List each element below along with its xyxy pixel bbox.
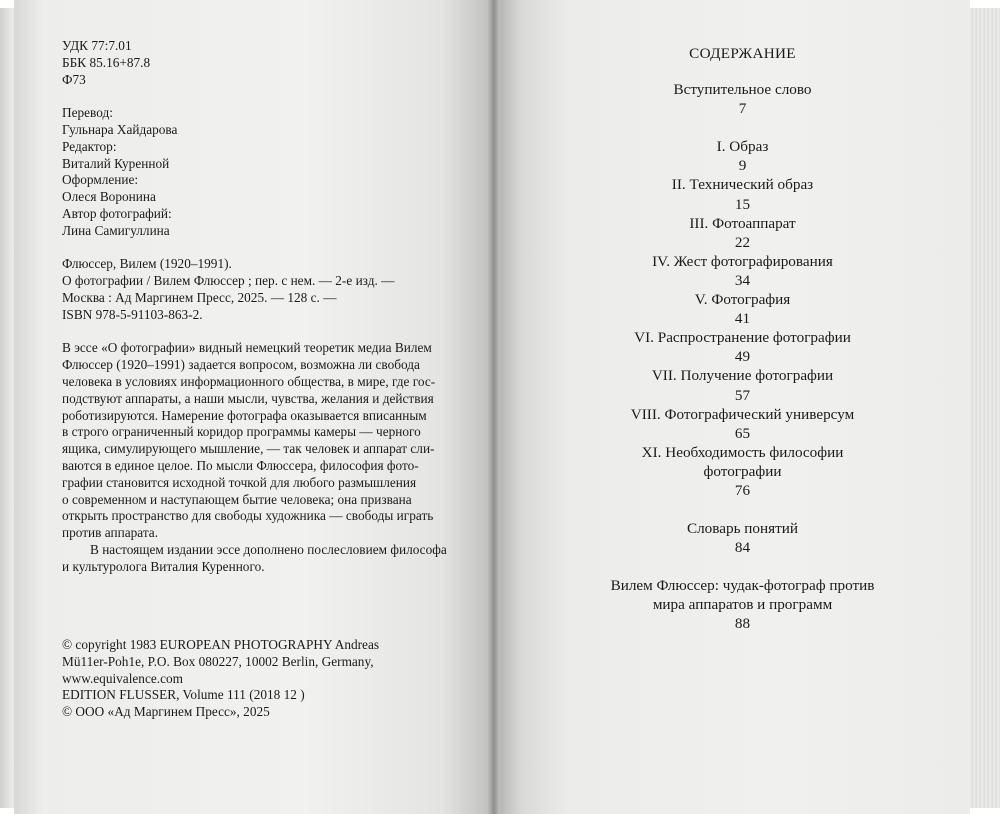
- bib-line: Флюссер, Вилем (1920–1991).: [62, 256, 232, 272]
- udc-code: УДК 77:7.01: [62, 38, 132, 53]
- annotation-line: ваются в единое целое. По мысли Флюссера, философия фото-: [62, 457, 419, 473]
- copyright-line: www.equivalence.com: [62, 670, 183, 686]
- toc-page-number: 88: [734, 615, 751, 633]
- credit-line: Виталий Куренной: [62, 155, 170, 171]
- toc-entry: [570, 214, 915, 252]
- toc-entry: [570, 137, 915, 175]
- toc-title: II. Технический образ: [671, 176, 814, 194]
- toc-title: VII. Получение фотографии: [651, 367, 834, 385]
- bib-line: Москва : Ад Маргинем Пресс, 2025. — 128 с. —: [62, 289, 337, 305]
- credit-line: Перевод:: [62, 105, 113, 121]
- copyright-line: © ООО «Ад Маргинем Пресс», 2025: [62, 704, 270, 720]
- annotation-line: о современном и наступающем бытие человека; она призвана: [62, 491, 412, 507]
- toc-page-number: 9: [738, 157, 747, 175]
- bbk-code: ББК 85.16+87.8: [62, 54, 151, 70]
- toc-title: VIII. Фотографический универсум: [630, 405, 855, 423]
- annotation-line: Флюссер (1920–1991) задается вопросом, возможна ли свобода: [62, 357, 420, 373]
- toc-entry: [570, 576, 915, 633]
- annotation-line: В настоящем издании эссе дополнено послесловием философа: [90, 541, 447, 557]
- annotation-line: открыть пространство для свободы художника — свободы играть: [62, 508, 434, 524]
- toc-page-number: 22: [734, 233, 751, 251]
- toc-page-number: 65: [734, 424, 751, 442]
- credit-line: Гульнара Хайдарова: [62, 121, 178, 137]
- toc-entry: [570, 80, 915, 118]
- annotation-line: ящика, симулирующего мышление, — так человек и аппарат сли-: [62, 441, 435, 457]
- credits: [62, 105, 462, 239]
- toc-entry: [570, 252, 915, 290]
- isbn: ISBN 978-5-91103-863-2.: [62, 306, 203, 322]
- credit-line: Лина Самигуллина: [62, 222, 170, 238]
- bibliographic-record: [62, 256, 462, 323]
- credit-line: Автор фотографий:: [62, 205, 172, 221]
- toc-page-number: 7: [738, 100, 747, 118]
- annotation-line: роботизируются. Намерение фотографа оказывается вписанным: [62, 407, 427, 423]
- toc-title: III. Фотоаппарат: [689, 214, 796, 232]
- toc-entry: [570, 519, 915, 557]
- left-page: [14, 0, 500, 814]
- toc-title: Вступительное слово: [673, 81, 812, 99]
- annotation-line: против аппарата.: [62, 525, 159, 541]
- toc-entry: [570, 328, 915, 366]
- toc-page-number: 15: [734, 195, 751, 213]
- book-gutter: [488, 0, 500, 814]
- toc-entry: [570, 290, 915, 328]
- author-sign: Ф73: [62, 71, 86, 87]
- toc-title-continued: фотографии: [703, 462, 782, 480]
- toc-title: I. Образ: [716, 138, 769, 156]
- toc-entry: [570, 175, 915, 213]
- toc-page-number: 41: [734, 310, 751, 328]
- toc-title: VI. Распространение фотографии: [634, 329, 851, 347]
- credit-line: Оформление:: [62, 172, 139, 188]
- table-of-contents: [570, 44, 915, 634]
- toc-title: Словарь понятий: [686, 520, 799, 538]
- copyright-line: © copyright 1983 EUROPEAN PHOTOGRAPHY Andreas: [62, 637, 380, 652]
- bib-line: О фотографии / Вилем Флюссер ; пер. с нем. — 2-е изд. —: [62, 273, 395, 289]
- credit-line: Редактор:: [62, 138, 117, 154]
- toc-title: XI. Необходимость философии: [641, 443, 844, 461]
- imprint-block: [62, 38, 462, 576]
- toc-heading: СОДЕРЖАНИЕ: [689, 45, 796, 62]
- toc-title: Вилем Флюссер: чудак-фотограф против: [610, 577, 875, 595]
- copyright-block: [62, 637, 462, 721]
- annotation-line: человека в условиях информационного общества, в мире, где гос-: [62, 373, 436, 389]
- toc-page-number: 34: [734, 271, 751, 289]
- toc-entry: [570, 366, 915, 404]
- toc-page-number: 76: [734, 481, 751, 499]
- toc-title-continued: мира аппаратов и программ: [652, 596, 833, 614]
- annotation-line: и культуролога Виталия Куренного.: [62, 558, 265, 574]
- toc-entry: [570, 443, 915, 500]
- classification-codes: [62, 38, 462, 88]
- toc-page-number: 57: [734, 386, 751, 404]
- annotation-line: графии становится исходной точкой для любого размышления: [62, 474, 417, 490]
- toc-entry: [570, 405, 915, 443]
- toc-page-number: 49: [734, 348, 751, 366]
- toc-title: IV. Жест фотографирования: [652, 252, 833, 270]
- toc-title: V. Фотография: [694, 291, 791, 309]
- annotation: [62, 340, 462, 575]
- copyright-line: EDITION FLUSSER, Volume 111 (2018 12 ): [62, 687, 305, 703]
- annotation-line: подствуют аппараты, а наши мысли, чувства, желания и действия: [62, 390, 434, 406]
- annotation-line: в строго ограниченный коридор программы камеры — черного: [62, 424, 421, 440]
- copyright-line: Mü11er-Poh1e, P.O. Box 080227, 10002 Berlin, Germany,: [62, 653, 374, 669]
- credit-line: Олеся Воронина: [62, 189, 156, 205]
- toc-page-number: 84: [734, 539, 751, 557]
- annotation-line: В эссе «О фотографии» видный немецкий теоретик медиа Вилем: [62, 340, 432, 356]
